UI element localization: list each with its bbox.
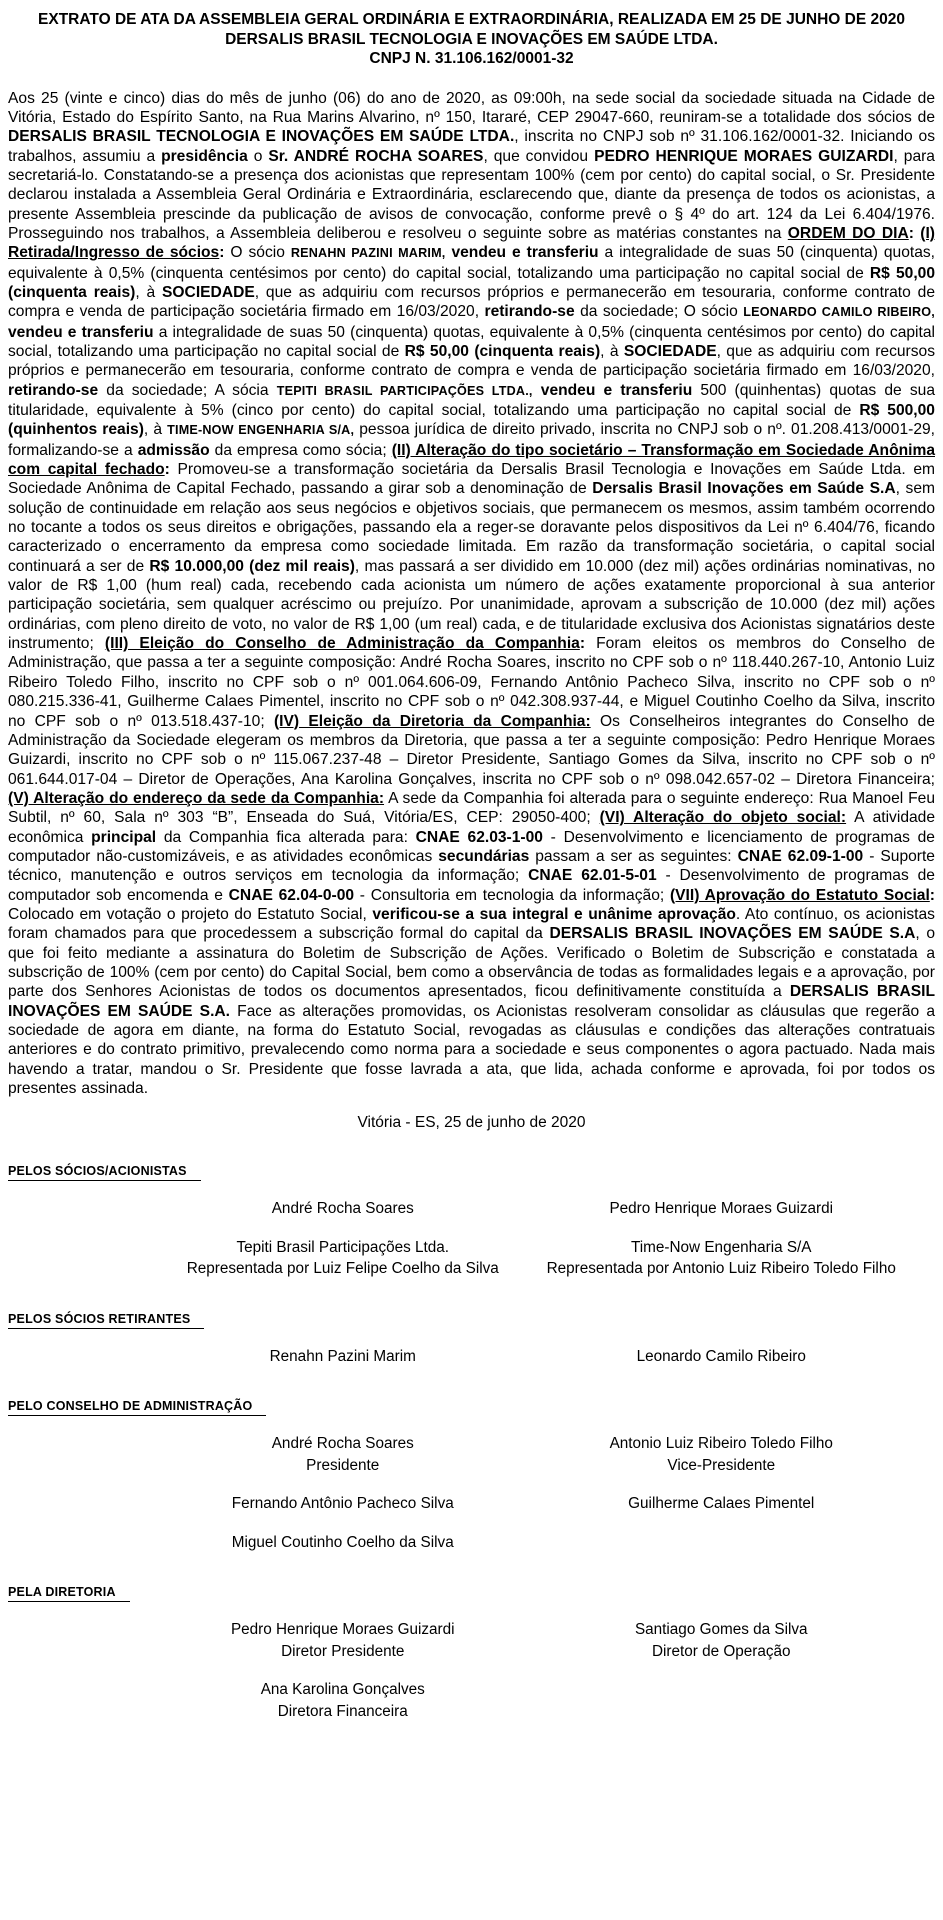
signatory-name: Leonardo Camilo Ribeiro — [636, 1347, 806, 1365]
body-run: Sr. ANDRÉ ROCHA SOARES — [268, 147, 484, 165]
body-run: SOCIEDADE — [162, 283, 255, 301]
body-run: : — [219, 244, 225, 262]
title-line-3: CNPJ N. 31.106.162/0001-32 — [369, 50, 574, 67]
body-run: Foram eleitos os membros do Conselho de Administração, que passa a ter a seguinte composição: André Rocha Soares, inscrito no CPF sob o nº 118.440.267-10, Antonio Luiz Ribeiro Toledo Filho, inscrito no CPF sob o nº 001.064.606-09, Fernando Antônio Pacheco Silva, inscrito no CPF sob o nº 080.215.336-41, Guilherme Calaes Pimentel, inscrito no CPF sob o nº 042.308.937-44, e Miguel Coutinho Coelho da Silva, inscrito no CPF sob o nº 013.518.437-10; — [8, 635, 935, 730]
body-run: , que convidou — [483, 147, 595, 165]
body-run: Colocado em votação o projeto do Estatuto Social, — [8, 905, 373, 923]
body-run: ORDEM DO DIA — [787, 224, 909, 242]
body-run: presidência — [161, 147, 248, 165]
body-run: SOCIEDADE — [623, 342, 717, 360]
body-run: pessoa jurídica de direito privado, inscrita no CNPJ sob o nº. 01.208.413/0001-29, formalizando-se a — [8, 421, 935, 459]
body-run: , que as adquiriu com recursos próprios e permanecerão em tesouraria, conforme contrato de compra e venda de participação societária firmado em 16/03/2020, — [8, 342, 936, 380]
body-run: CNAE 62.01-5-01 — [528, 867, 657, 885]
body-run: , à — [135, 283, 163, 301]
body-run: . Ato contínuo, os acionistas foram chamados para que procedessem a subscrição formal do capital da — [8, 905, 935, 943]
body-run: verificou-se a sua integral e unânime aprovação — [372, 905, 736, 923]
body-run: secundárias — [438, 847, 530, 865]
signature-section — [8, 1583, 935, 1722]
signatory-name: André Rocha Soares — [271, 1200, 414, 1218]
signatory-name: André Rocha Soares — [271, 1435, 414, 1453]
body-run: - Suporte técnico, manutenção e outros serviços em tecnologia da informação; — [8, 847, 935, 885]
body-run: , à — [143, 421, 168, 439]
signature-row — [8, 1346, 935, 1368]
signature-cell-right — [490, 1198, 943, 1220]
body-run: : — [908, 224, 921, 242]
body-run: , o que foi feito mediante a assinatura do Boletim de Subscrição de Ações. Verificado o Boletim de Subscrição e constatada a subscrição de 100% (cem por cento) do Capital Social, bem como a observância de todas as formalidades legais e a aprovação, por parte dos Senhores Acionistas de todos os documentos apresentados, ficou definitivamente constituída a — [8, 925, 935, 1001]
body-run: - Desenvolvimento e licenciamento de programas de computador não-customizáveis, e as atividades econômicas — [8, 828, 935, 865]
signatory-name: Miguel Coutinho Coelho da Silva — [231, 1533, 454, 1551]
signatory-role: Presidente — [306, 1456, 380, 1474]
body-paragraph — [8, 89, 935, 1099]
date-line: Vitória - ES, 25 de junho de 2020 — [357, 1114, 586, 1132]
signatory-role: Representada por Antonio Luiz Ribeiro Toledo Filho — [546, 1260, 896, 1278]
signatory-name: Santiago Gomes da Silva — [634, 1621, 808, 1639]
signature-cell-right — [490, 1237, 943, 1280]
body-run: R$ 10.000,00 (dez mil reais) — [149, 557, 355, 575]
title-line-1: EXTRATO DE ATA DA ASSEMBLEIA GERAL ORDINÁRIA E EXTRAORDINÁRIA, REALIZADA EM 25 DE JUNHO DE 2020 — [38, 11, 905, 28]
signature-row — [8, 1198, 935, 1220]
body-run: DERSALIS BRASIL TECNOLOGIA E INOVAÇÕES EM SAÚDE LTDA. — [8, 128, 515, 146]
signatory-name: Renahn Pazini Marim — [269, 1347, 416, 1365]
signatory-name: Time-Now Engenharia S/A — [630, 1238, 812, 1256]
body-run: (VI) Alteração do objeto social: — [599, 809, 847, 827]
body-run: a integralidade de suas 50 (cinquenta) quotas, equivalente à 0,5% (cinquenta centésimos por cento) do capital social, totalizando uma participação no capital social de — [8, 244, 936, 282]
signature-cell-right — [490, 1493, 943, 1515]
signatory-role: Diretor Presidente — [281, 1642, 405, 1660]
signature-row — [8, 1493, 935, 1515]
body-run: a integralidade de suas 50 (cinquenta) quotas, equivalente à 0,5% (cinquenta centésimos por cento) do capital social, totalizando uma participação no capital social de — [8, 323, 935, 360]
signature-row — [8, 1679, 935, 1722]
body-run: : — [929, 886, 935, 904]
signatory-name: Guilherme Calaes Pimentel — [628, 1495, 815, 1513]
body-run: principal — [91, 828, 157, 846]
body-run: , sem solução de continuidade em relação aos seus negócios e objetivos sociais, que permanecem os mesmos, assim também ocorrendo no tocante a todos os seus direitos e obrigações, passando ela a reger-se doravante pelos dispositivos da Lei nº 6.404/76, ficando caracterizado o encerramento da empresa como sociedade limitada. Em razão da transformação societária, o capital social continuará a ser de — [8, 480, 936, 575]
body-run: , para secretariá-lo. Constatando-se a presença dos acionistas que representam 100% (cem por cento) do capital social, o Sr. Presidente declarou instalada a Assembleia Geral Ordinária e Extraordinária, esclarecendo que, diante da presença de todos os acionistas, a presente Assembleia prescinde da publicação de avisos de convocação, conforme prevê o § 4º do art. 124 da Lei 6.404/1976. Prosseguindo nos trabalhos, a Assembleia deliberou e resolveu o seguinte sobre as matérias constantes na — [8, 147, 935, 242]
signature-section-heading: PELA DIRETORIA — [8, 1585, 130, 1602]
signatory-role: Diretor de Operação — [651, 1642, 791, 1660]
body-run: da sociedade; A sócia — [98, 381, 277, 399]
body-run: A atividade econômica — [8, 809, 936, 846]
body-run: Dersalis Brasil Inovações em Saúde S.A — [592, 480, 896, 498]
body-run: , que as adquiriu com recursos próprios e permanecerão em tesouraria, conforme contrato de compra e venda de participação societária firmado em 16/03/2020, — [8, 283, 936, 321]
body-run: vendeu e transferiu — [540, 381, 693, 399]
body-run: - Desenvolvimento de programas de computador sob encomenda e — [8, 867, 935, 904]
body-run: Aos 25 (vinte e cinco) dias do mês de junho (06) do ano de 2020, as 09:00h, na sede social da sociedade situada na Cidade de Vitória, Estado do Espírito Santo, na Rua Marins Alvarino, nº 150, Itararé, CEP 29047-660, reuniram-se a totalidade dos sócios de — [8, 89, 935, 126]
signatory-name: Pedro Henrique Moraes Guizardi — [609, 1200, 834, 1218]
body-run: o — [247, 147, 269, 165]
body-run: (I) Retirada/Ingresso de sócios — [8, 224, 935, 262]
body-run: R$ 500,00 (quinhentos reais) — [8, 402, 935, 439]
body-run: : — [164, 461, 170, 479]
signatory-role: Vice-Presidente — [667, 1456, 776, 1474]
body-run: , inscrita no CNPJ sob nº 31.106.162/0001-32. Iniciando os trabalhos, assumiu a — [8, 128, 935, 165]
body-run: 500 (quinhentas) quotas de sua titularidade, equivalente à 5% (cinco por cento) do capital social, totalizando uma participação no capital social de — [8, 381, 935, 419]
body-run: R$ 50,00 (cinquenta reais) — [404, 342, 601, 360]
body-run: CNAE 62.09-1-00 — [737, 847, 864, 865]
body-run: , mas passará a ser dividido em 10.000 (dez mil) ações ordinárias nominativas, no valor de R$ 1,00 (hum real) cada, recebendo cada acionista um número de ações exatamente proporcional à sua anterior participação societária, sem qualquer acréscimo ou prejuízo. Por unanimidade, aprovam a subscrição de 10.000 (dez mil) ações ordinárias, com pleno direito de voto, no valor de R$ 1,00 (um real) cada, e de titularidade exclusiva dos Acionistas signatários deste instrumento; — [8, 557, 936, 653]
body-run: (V) Alteração do endereço da sede da Companhia: — [8, 789, 385, 807]
signature-section-heading: PELOS SÓCIOS RETIRANTES — [8, 1312, 204, 1329]
body-run: (VII) Aprovação do Estatuto Social — [669, 886, 930, 904]
body-run: retirando-se — [8, 381, 99, 399]
body-run: (II) Alteração do tipo societário – Transformação em Sociedade Anônima com capital fechado — [8, 441, 935, 479]
body-run — [533, 382, 541, 399]
signatory-name: Antonio Luiz Ribeiro Toledo Filho — [609, 1435, 833, 1453]
signatory-name: Tepiti Brasil Participações Ltda. — [236, 1238, 450, 1256]
signatory-name: Ana Karolina Gonçalves — [260, 1681, 425, 1699]
body-run: Promoveu-se a transformação societária da Dersalis Brasil Tecnologia e Inovações em Saúde Ltda. em Sociedade Anônima de Capital Fechado, passando a girar sob a denominação de — [8, 461, 935, 498]
body-run: da Companhia fica alterada para: — [156, 828, 416, 846]
body-run: A sede da Companhia foi alterada para o seguinte endereço: Rua Manoel Feu Subtil, nº 60, Sala nº 303 “B”, Enseada do Suá, Vitória/ES, CEP: 29050-400; — [8, 789, 935, 827]
body-run: DERSALIS BRASIL INOVAÇÕES EM SAÚDE S.A. — [8, 983, 935, 1020]
body-run: (III) Eleição do Conselho de Administração da Companhia — [104, 635, 580, 653]
document-title — [8, 10, 935, 69]
signature-row — [8, 1433, 935, 1476]
signature-section-heading: PELOS SÓCIOS/ACIONISTAS — [8, 1164, 201, 1181]
signatory-name: Fernando Antônio Pacheco Silva — [231, 1495, 454, 1513]
signature-cell-right — [490, 1346, 943, 1368]
signatory-role: Representada por Luiz Felipe Coelho da Silva — [186, 1260, 499, 1278]
signature-row — [8, 1532, 935, 1554]
signature-sections — [8, 1162, 935, 1722]
signatory-role: Diretora Financeira — [277, 1702, 408, 1720]
signature-cell-right — [490, 1619, 943, 1662]
body-run: R$ 50,00 (cinquenta reais) — [8, 264, 935, 301]
body-run: (IV) Eleição da Diretoria da Companhia: — [273, 712, 591, 730]
signatory-name: Pedro Henrique Moraes Guizardi — [230, 1621, 455, 1639]
title-line-2: DERSALIS BRASIL TECNOLOGIA E INOVAÇÕES EM SAÚDE LTDA. — [225, 30, 718, 48]
body-run: retirando-se — [484, 303, 575, 321]
signature-row — [8, 1619, 935, 1662]
body-run: TIME-NOW ENGENHARIA S/A, — [167, 423, 355, 438]
signature-section — [8, 1162, 935, 1280]
signature-cell-right — [490, 1532, 943, 1554]
body-run: PEDRO HENRIQUE MORAES GUIZARDI — [594, 147, 894, 165]
body-run: RENAHN PAZINI MARIM, — [290, 246, 446, 261]
body-run: O sócio — [224, 244, 291, 262]
body-run: : — [579, 635, 586, 653]
body-run: vendeu e transferiu — [451, 244, 599, 262]
signature-cell-right — [490, 1679, 943, 1722]
signature-row — [8, 1237, 935, 1280]
body-run: - Consultoria em tecnologia da informação; — [354, 886, 670, 904]
body-run: CNAE 62.04-0-00 — [228, 886, 355, 904]
body-run: passam a ser as seguintes: — [529, 847, 738, 865]
body-run: admissão — [137, 441, 210, 459]
body-run: DERSALIS BRASIL INOVAÇÕES EM SAÚDE S.A — [549, 925, 916, 943]
signature-section-heading: PELO CONSELHO DE ADMINISTRAÇÃO — [8, 1399, 266, 1416]
signature-cell-right — [490, 1433, 943, 1476]
signature-section — [8, 1397, 935, 1553]
body-run: TEPITI BRASIL PARTICIPAÇÕES LTDA., — [276, 383, 533, 398]
body-run: da sociedade; O sócio — [574, 303, 744, 321]
body-run: LEONARDO CAMILO RIBEIRO, — [743, 305, 935, 320]
body-run: CNAE 62.03-1-00 — [415, 828, 543, 846]
body-run: Face as alterações promovidas, os Acionistas resolveram consolidar as cláusulas que regerão a sociedade de agora em diante, na forma do Estatuto Social, revogadas as cláusulas e condições das alterações contratuais anteriores e do contrato primitivo, prevalecendo como norma para a sociedade e seus componentes o agora pactuado. Nada mais havendo a tratar, mandou o Sr. Presidente que fosse lavrada a ata, que lida, achada conforme e aprovada, foi por todos os presentes assinada. — [8, 1002, 935, 1098]
body-run: Os Conselheiros integrantes do Conselho de Administração da Sociedade elegeram os membros da Diretoria, que passa a ter a seguinte composição: Pedro Henrique Moraes Guizardi, inscrito no CPF sob o nº 115.067.237-48 – Diretor Presidente, Santiago Gomes da Silva, inscrito no CPF sob o nº 061.644.017-04 – Diretor de Operações, Ana Karolina Gonçalves, inscrita no CPF sob o nº 098.042.657-02 – Diretora Financeira; — [8, 712, 935, 788]
body-run: vendeu e transferiu — [8, 323, 154, 341]
signature-section — [8, 1310, 935, 1368]
body-run: , à — [600, 342, 624, 360]
body-run: da empresa como sócia; — [209, 441, 392, 459]
